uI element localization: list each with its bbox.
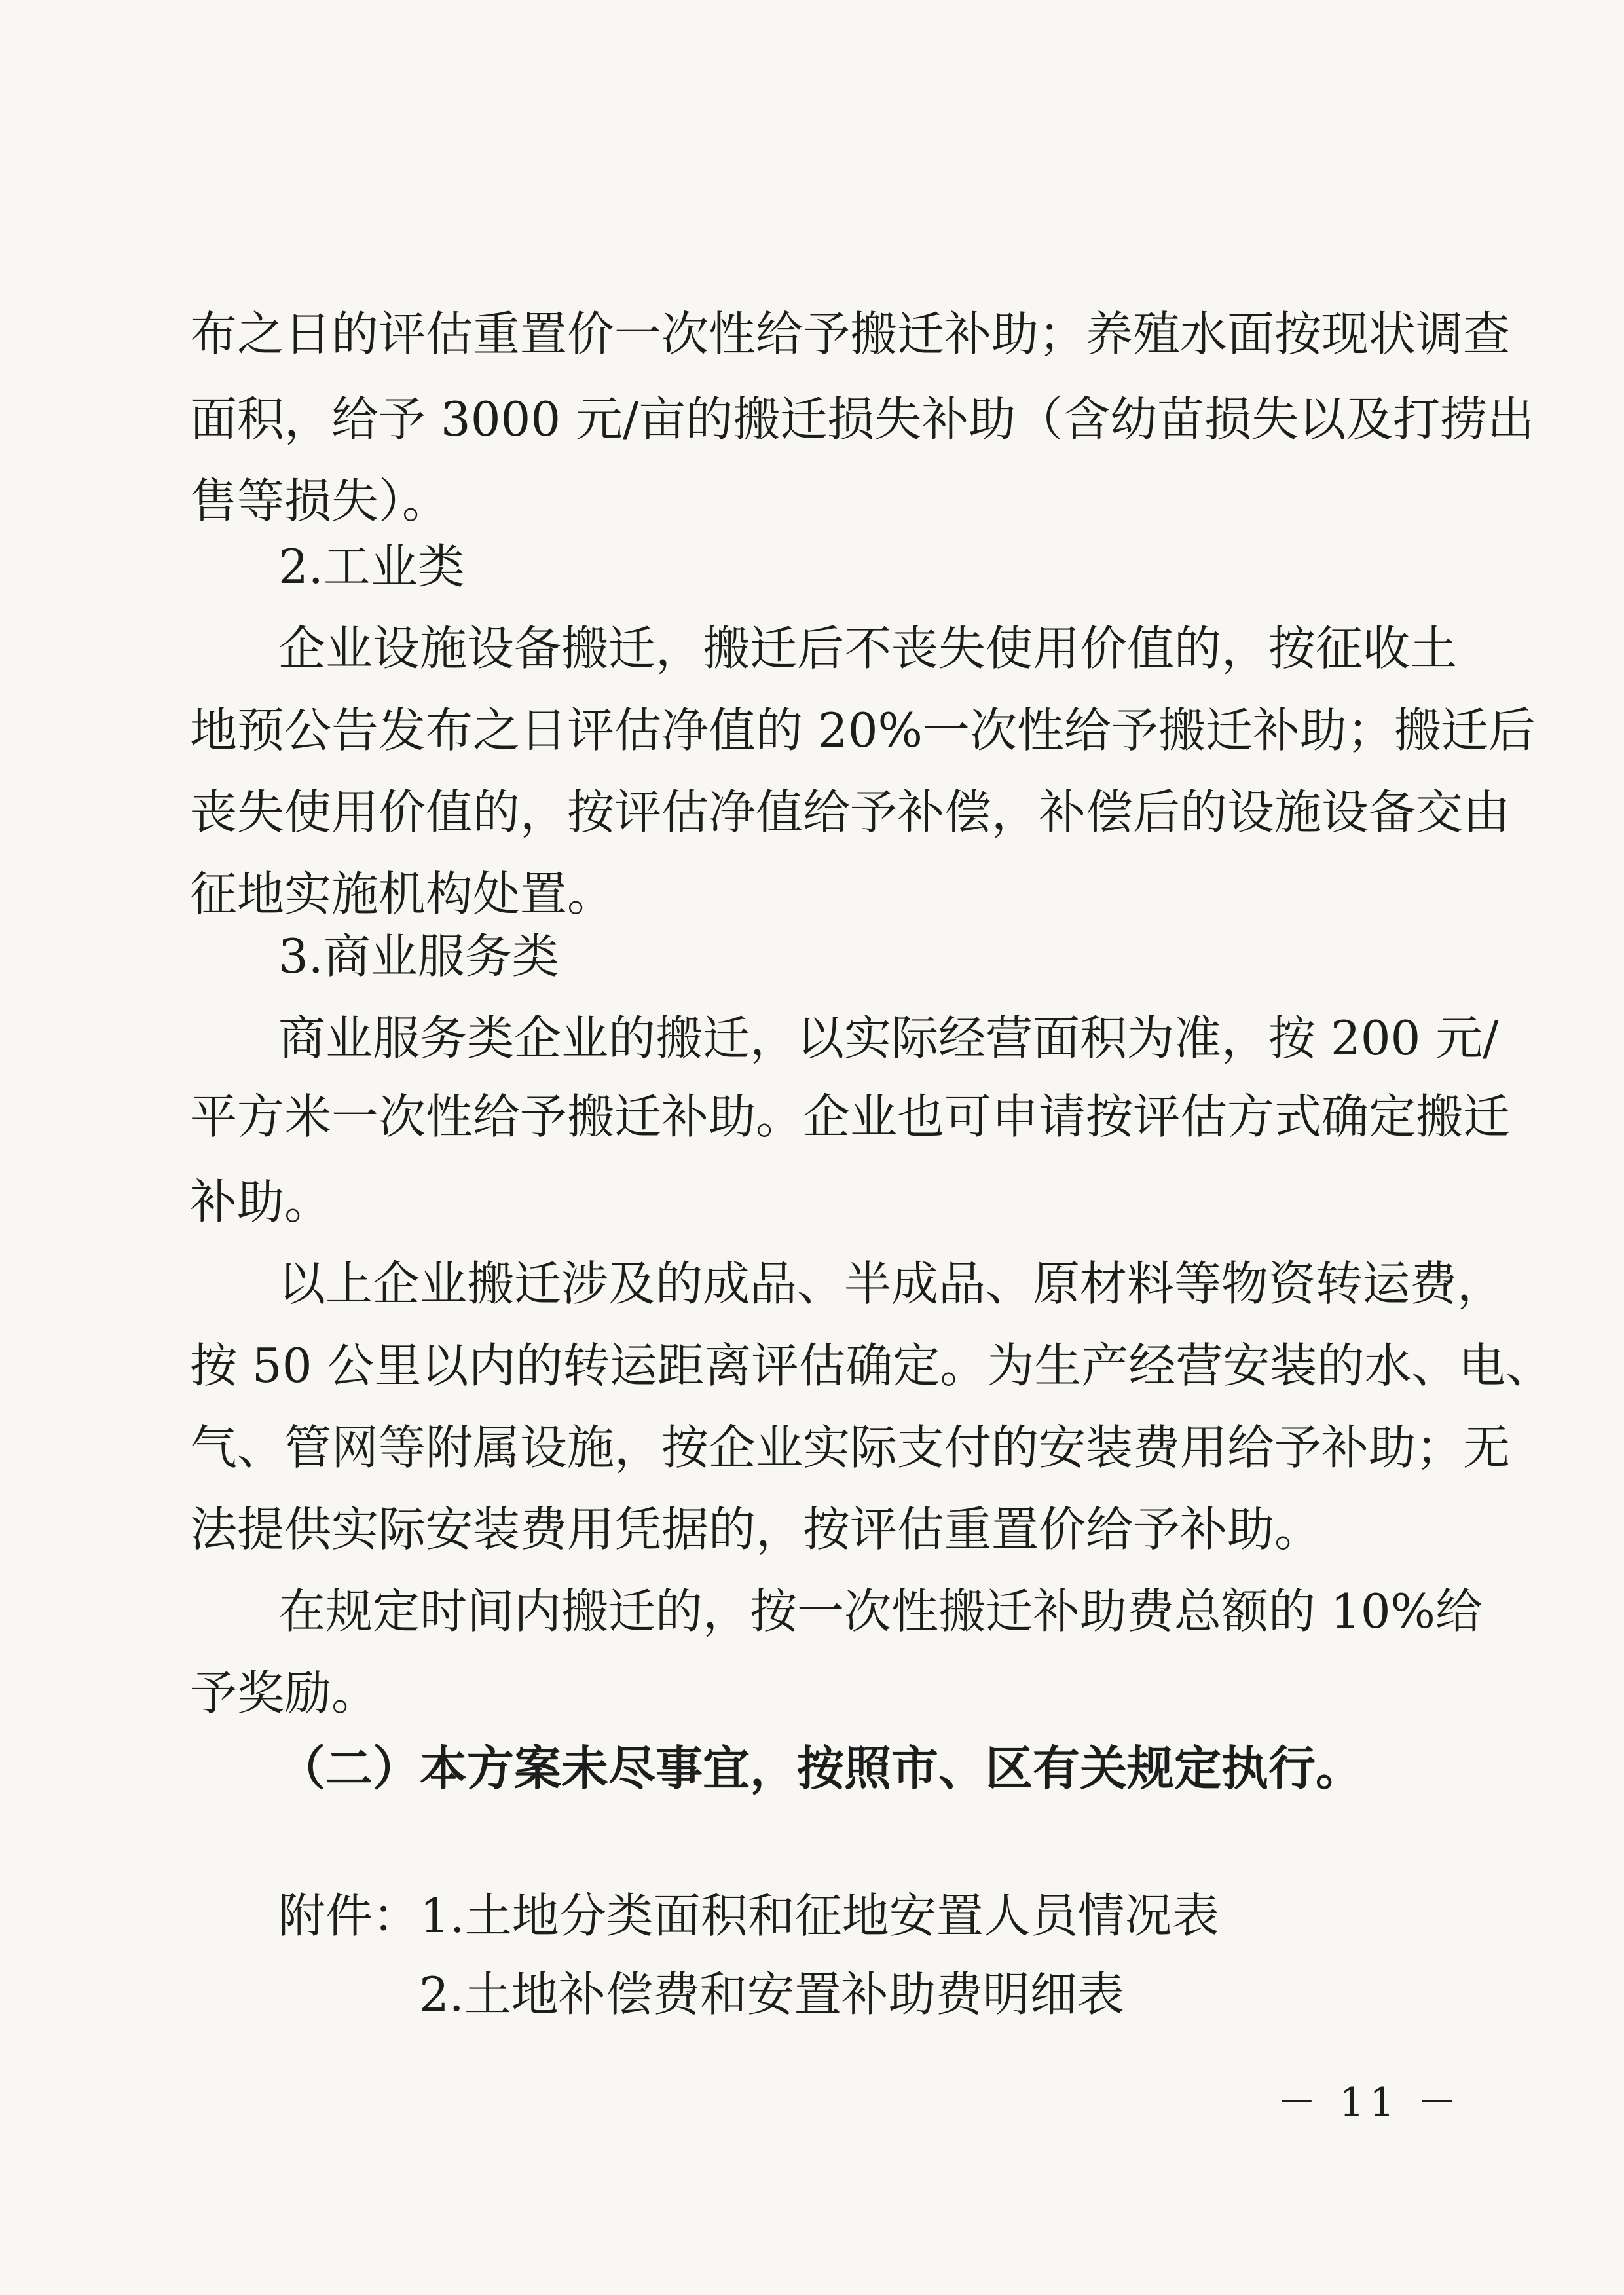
paragraph-line: 平方米一次性给予搬迁补助。企业也可申请按评估方式确定搬迁 (190, 1089, 1511, 1144)
attachment-item-2: 2.土地补偿费和安置补助费明细表 (419, 1967, 1124, 2022)
section-heading-commercial: 3.商业服务类 (278, 929, 559, 984)
paragraph-line: 在规定时间内搬迁的，按一次性搬迁补助费总额的 10%给 (278, 1584, 1483, 1639)
paragraph-line: 予奖励。 (190, 1666, 379, 1721)
page-number: － 11 － (1277, 2080, 1462, 2125)
paragraph-line: 面积，给予 3000 元/亩的搬迁损失补助（含幼苗损失以及打捞出 (190, 392, 1535, 447)
paragraph-line: 征地实施机构处置。 (190, 867, 615, 922)
paragraph-line: 丧失使用价值的，按评估净值给予补偿，补偿后的设施设备交由 (190, 785, 1511, 840)
paragraph-line: 售等损失）。 (190, 474, 450, 529)
section-heading-industrial: 2.工业类 (278, 539, 465, 594)
attachment-item-1: 1.土地分类面积和征地安置人员情况表 (420, 1888, 1219, 1943)
paragraph-line: 气、管网等附属设施，按企业实际支付的安装费用给予补助；无 (190, 1420, 1511, 1475)
attachments-block (278, 1890, 1219, 1942)
paragraph-line: 以上企业搬迁涉及的成品、半成品、原材料等物资转运费， (278, 1256, 1505, 1311)
attachments-label: 附件： (278, 1888, 420, 1943)
paragraph-line: 企业设施设备搬迁，搬迁后不丧失使用价值的，按征收土 (278, 621, 1458, 676)
paragraph-line: 布之日的评估重置价一次性给予搬迁补助；养殖水面按现状调查 (190, 307, 1511, 362)
paragraph-line: 按 50 公里以内的转运距离评估确定。为生产经营安装的水、电、 (190, 1338, 1553, 1393)
paragraph-line: 地预公告发布之日评估净值的 20%一次性给予搬迁补助；搬迁后 (190, 703, 1536, 758)
section-heading-other-matters: （二）本方案未尽事宜，按照市、区有关规定执行。 (278, 1740, 1363, 1796)
paragraph-line: 商业服务类企业的搬迁，以实际经营面积为准，按 200 元/ (278, 1011, 1499, 1066)
paragraph-line: 补助。 (190, 1174, 332, 1229)
paragraph-line: 法提供实际安装费用凭据的，按评估重置价给予补助。 (190, 1502, 1322, 1557)
